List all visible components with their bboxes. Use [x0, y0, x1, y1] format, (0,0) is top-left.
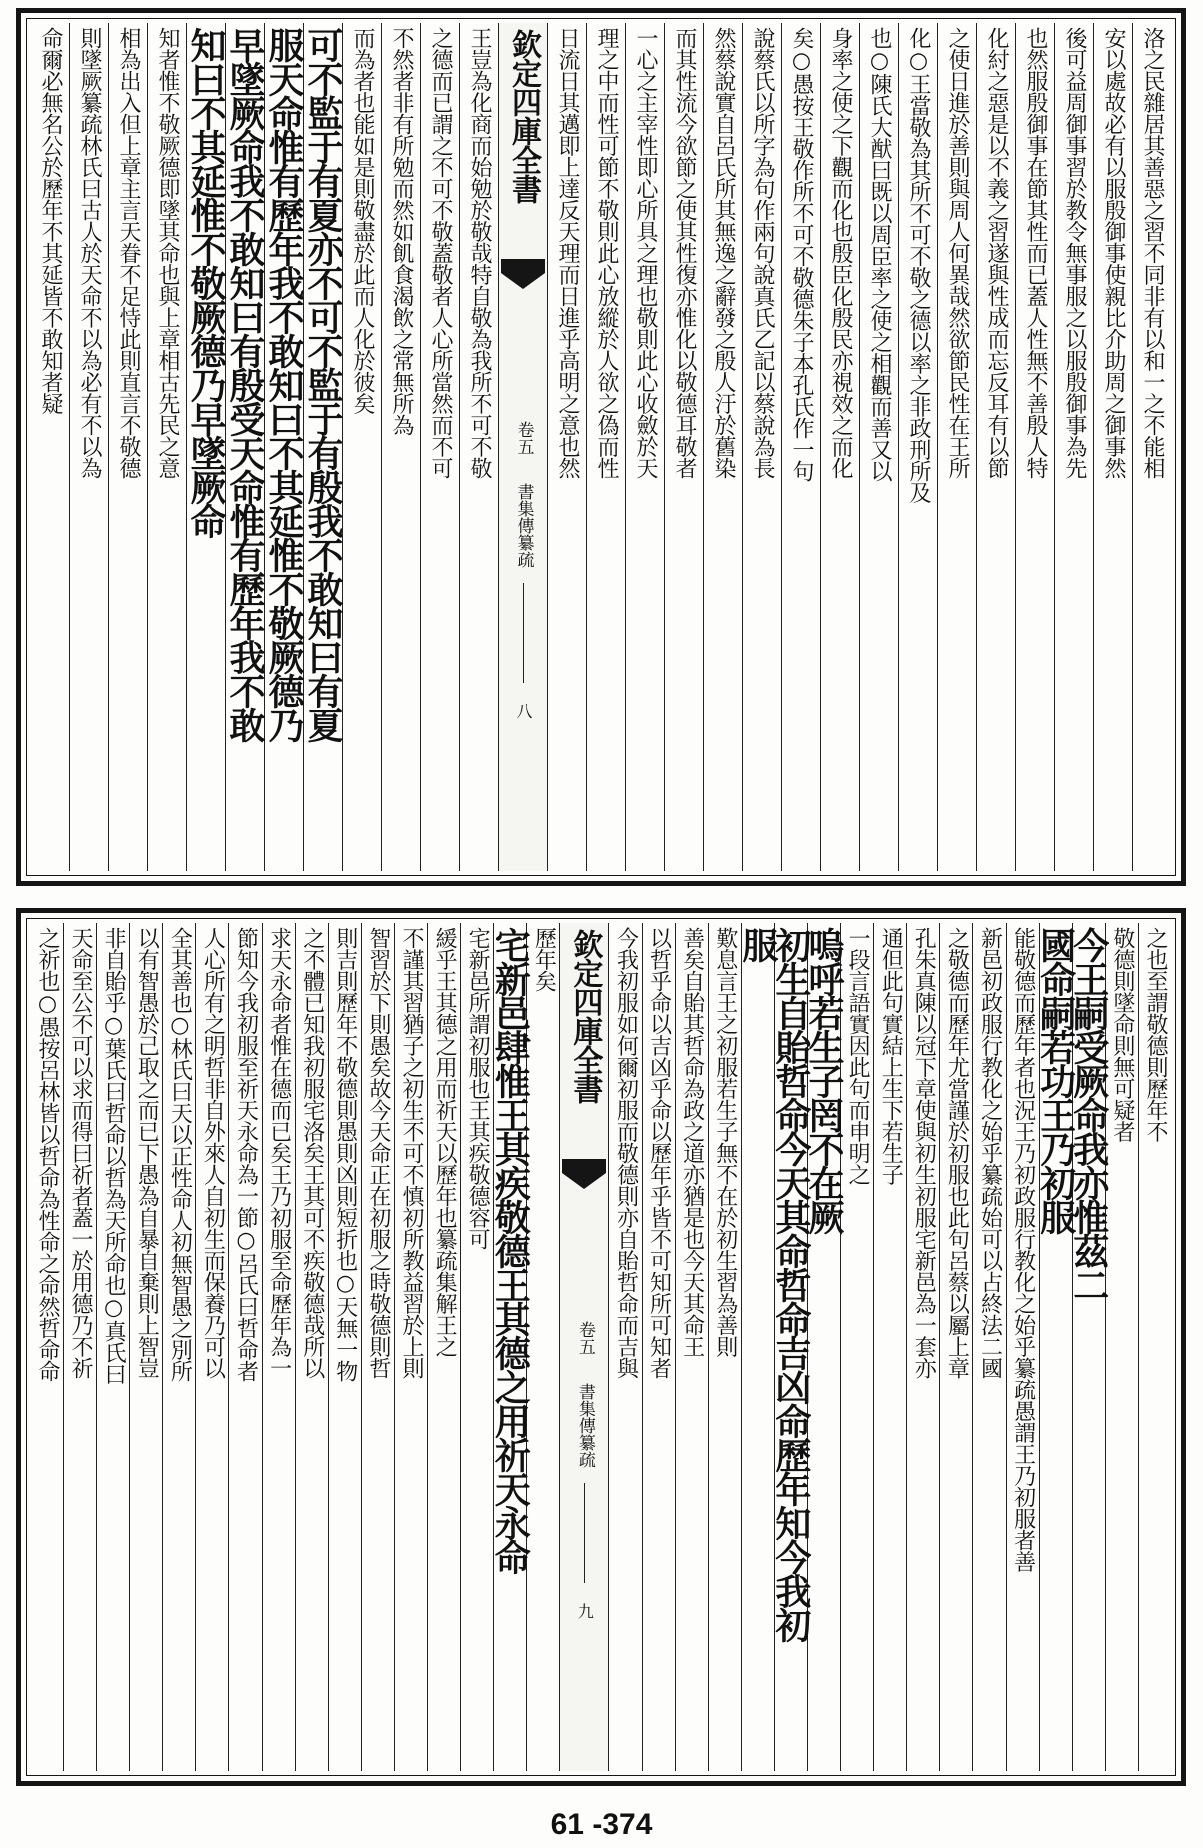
text-column-commentary [1015, 23, 1054, 871]
commentary-text: 一段言語實因此句而申明之 [845, 927, 871, 1185]
commentary-text: 善矣自貽其哲命為政之道亦猶是也今天其命王 [679, 927, 705, 1357]
commentary-text: 則吉則歷年不敬德則愚則凶則短折也○天無一物 [332, 927, 358, 1382]
commentary-text: 不然者非有所勉而然如飢食渴飲之常無所為 [389, 27, 414, 436]
upper-page-columns [31, 23, 1171, 871]
commentary-text: 宅新邑所謂初服也王其疾敬德容可 [465, 927, 491, 1250]
text-column-main [186, 23, 225, 871]
commentary-text: 能敬德而歷年者也況王乃初政服行教化之始乎纂疏愚謂王乃初服者善 [1010, 927, 1036, 1572]
text-column-commentary [625, 23, 664, 871]
commentary-text: 則墜厥纂疏林氏曰古人於天命不以為必有不以為 [77, 27, 102, 479]
commentary-text: 相為出入但上章主言天眷不足恃此則直言不敬德 [116, 27, 141, 479]
commentary-text: 緩乎王其德之用而祈天以歷年也纂疏集解王之 [432, 927, 458, 1357]
text-column-commentary [96, 923, 129, 1771]
text-column-commentary [459, 23, 498, 871]
upper-page [16, 8, 1186, 886]
classic-text: 宅新邑肆惟王其疾敬德王其德之用祈天永命 [489, 927, 532, 1573]
lower-page [16, 908, 1186, 1786]
text-column-commentary [781, 23, 820, 871]
commentary-text: 之也至謂敬德則歷年不 [1142, 927, 1168, 1142]
text-column-commentary [129, 923, 162, 1771]
text-column-commentary [262, 923, 295, 1771]
classic-text: 今王嗣受厥命我亦惟茲二 [1067, 927, 1110, 1301]
page-number: 61 -374 [550, 1808, 653, 1841]
classic-text: 服天命惟有歷年我不敢知曰不其延惟不敬厥德乃 [263, 27, 305, 741]
leaf-number: 八 [514, 703, 533, 719]
text-column-main [1067, 923, 1110, 1771]
commentary-text: 後可益周御事習於教令無事服之以服殷御事為先 [1062, 27, 1087, 479]
text-column-commentary [1006, 923, 1039, 1771]
commentary-text: 歎息言王之初服若生子無不在於初生習為善則 [712, 927, 738, 1357]
text-column-commentary [937, 23, 976, 871]
text-column-main [489, 923, 532, 1771]
text-column-commentary [295, 923, 328, 1771]
text-column-commentary [31, 923, 63, 1771]
commentary-text: 化紂之惡是以不義之習遂與性成而忘反耳有以節 [984, 27, 1009, 479]
commentary-text: 今我初服如何爾初服而敬德則亦自貽哲命而吉與 [613, 927, 639, 1379]
text-column-commentary [840, 923, 873, 1771]
text-column-main [1034, 923, 1077, 1771]
text-column-commentary [162, 923, 195, 1771]
book-subtitle: 書集傳纂疏 [513, 483, 534, 568]
classic-text: 知曰不其延惟不敬厥德乃早墜厥命 [185, 27, 227, 537]
commentary-text: 之不體已知我初服宅洛矣王其可不疾敬德哉所以 [299, 927, 325, 1379]
text-column-main [225, 23, 264, 871]
text-column-commentary [195, 923, 228, 1771]
commentary-text: 也然服殷御事在節其性而已蓋人性無不善殷人特 [1023, 27, 1048, 479]
text-column-commentary [972, 923, 1005, 1771]
classic-text: 初生自貽哲命今天其命哲命吉凶命歷年知今我初 [769, 927, 812, 1641]
commentary-text: 敬德則墜命則無可疑者 [1109, 927, 1135, 1142]
commentary-text: 歷年矣 [531, 927, 557, 992]
commentary-text: 命爾必無名公於歷年不其延皆不敢知者疑 [38, 27, 63, 414]
commentary-text: 安以處故必有以服殷御事使親比介助周之御事然 [1101, 27, 1126, 479]
commentary-text: 化○王當敬為其所不可不敬之德以率之非政刑所及 [906, 27, 931, 503]
text-column-commentary [547, 23, 586, 871]
text-column-commentary [361, 923, 394, 1771]
classic-text: 服 [736, 927, 779, 961]
volume-label: 卷五 [513, 421, 534, 455]
commentary-text: 王豈為化商而始勉於敬哉特自敬為我所不可不敬 [467, 27, 492, 479]
text-column-commentary [63, 923, 96, 1771]
text-column-commentary [742, 23, 781, 871]
commentary-text: 然蔡說實自呂氏所其無逸之辭發之殷人汙於舊染 [711, 27, 736, 479]
commentary-text: 通但此句實結上生下若生子 [878, 927, 904, 1185]
text-column-commentary [906, 923, 939, 1771]
commentary-text: 新邑初政服行教化之始乎纂疏始可以占終法二國 [977, 927, 1003, 1379]
commentary-text: 而為者也能如是則敬盡於此而人化於彼矣 [350, 27, 375, 414]
text-column-commentary [820, 23, 859, 871]
text-column-commentary [1138, 923, 1171, 1771]
text-column-commentary [69, 23, 108, 871]
volume-label: 卷五 [574, 1321, 595, 1355]
text-column-commentary [460, 923, 493, 1771]
text-column-commentary [898, 23, 937, 871]
margin-rule [523, 583, 524, 683]
text-column-commentary [608, 923, 641, 1771]
text-column-commentary [342, 23, 381, 871]
classic-text: 國命嗣若功王乃初服 [1034, 927, 1077, 1233]
text-column-commentary [328, 923, 361, 1771]
text-column-commentary [1132, 23, 1171, 871]
commentary-text: 之使日進於善則與周人何異哉然欲節民性在王所 [945, 27, 970, 479]
text-column-commentary [642, 923, 675, 1771]
text-column-commentary [708, 923, 741, 1771]
commentary-text: 人心所有之明哲非自外來人自初生而保養乃可以 [200, 927, 226, 1379]
commentary-text: 天命至公不可以求而得曰祈者蓋一於用德乃不祈 [68, 927, 94, 1379]
text-column-commentary [31, 23, 69, 871]
commentary-text: 一心之主宰性即心所具之理也敬則此心收斂於天 [633, 27, 658, 479]
text-column-commentary [108, 23, 147, 871]
text-column-commentary [675, 923, 708, 1771]
commentary-text: 以有智愚於己取之而已下愚為自暴自棄則上智豈 [134, 927, 160, 1379]
lower-page-columns [31, 923, 1171, 1771]
book-title: 欽定四庫全書 [567, 929, 603, 1103]
text-column-commentary [228, 923, 261, 1771]
book-title: 欽定四庫全書 [506, 29, 541, 203]
text-column-commentary [381, 23, 420, 871]
text-column-commentary [664, 23, 703, 871]
text-column-commentary [976, 23, 1015, 871]
commentary-text: 節知今我初服至祈天永命為一節○呂氏曰哲命者 [233, 927, 259, 1382]
text-column-main [769, 923, 812, 1771]
commentary-text: 說蔡氏以所字為句作兩句說真氏乙記以蔡說為長 [750, 27, 775, 479]
text-column-commentary [873, 923, 906, 1771]
commentary-text: 求天永命者惟在德而已矣王乃初服至命歷年為一 [266, 927, 292, 1379]
commentary-text: 之祈也○愚按呂林皆以哲命為性命之命然哲命命 [34, 927, 60, 1382]
commentary-text: 而其性流今欲節之使其性復亦惟化以敬德耳敬者 [672, 27, 697, 479]
commentary-text: 矣○愚按王敬作所不可不敬德朱子本孔氏作一句 [789, 27, 814, 482]
text-column-commentary [1054, 23, 1093, 871]
text-column-commentary [703, 23, 742, 871]
commentary-text: 非自貽乎○葉氏曰哲命以哲為天所命也○真氏曰 [101, 927, 127, 1385]
book-subtitle: 書集傳纂疏 [574, 1383, 595, 1468]
text-column-commentary [147, 23, 186, 871]
text-column-commentary [586, 23, 625, 871]
commentary-text: 以哲乎命以吉凶乎命以歷年乎皆不可知所可知者 [646, 927, 672, 1379]
commentary-text: 身率之使之下觀而化也殷臣化殷民亦視效之而化 [828, 27, 853, 479]
fishtail-ornament-icon [562, 1159, 606, 1203]
leaf-number: 九 [575, 1603, 595, 1619]
center-margin-column [498, 23, 547, 871]
commentary-text: 全其善也○林氏曰天以正性命人初無智愚之別所 [167, 927, 193, 1382]
commentary-text: 日流日其邁即上達反天理而日進乎高明之意也然 [555, 27, 580, 479]
text-column-main [736, 923, 779, 1771]
commentary-text: 也○陳氏大猷曰既以周臣率之使之相觀而善又以 [867, 27, 892, 482]
text-column-commentary [427, 923, 460, 1771]
commentary-text: 洛之民雜居其善惡之習不同非有以和一之不能相 [1140, 27, 1165, 479]
text-column-main [303, 23, 342, 871]
text-column-commentary [1093, 23, 1132, 871]
text-column-main [803, 923, 846, 1771]
commentary-text: 之德而已謂之不可不敬蓋敬者人心所當然而不可 [428, 27, 453, 479]
commentary-text: 理之中而性可節不敬則此心放縱於人欲之偽而性 [594, 27, 619, 479]
commentary-text: 知者惟不敬厥德即墜其命也與上章相古先民之意 [155, 27, 180, 479]
classic-text: 可不監于有夏亦不可不監于有殷我不敢知曰有夏 [302, 27, 344, 741]
text-column-commentary [939, 923, 972, 1771]
classic-text: 嗚呼若生子罔不在厥 [803, 927, 846, 1233]
commentary-text: 不謹其習猶子之初生不可不慎初所教益習於上則 [398, 927, 424, 1379]
fishtail-ornament-icon [501, 259, 545, 303]
text-column-main [264, 23, 303, 871]
commentary-text: 智習於下則愚矣故今天命正在初服之時敬德則哲 [365, 927, 391, 1379]
text-column-commentary [420, 23, 459, 871]
commentary-text: 之敬德而歷年尤當謹於初服也此句呂蔡以屬上章 [944, 927, 970, 1379]
text-column-commentary [859, 23, 898, 871]
margin-rule [584, 1483, 585, 1583]
classic-text: 早墜厥命我不敢知曰有殷受天命惟有歷年我不敢 [224, 27, 266, 741]
text-column-commentary [394, 923, 427, 1771]
commentary-text: 孔朱真陳以冠下章使與初生初服宅新邑為一套亦 [911, 927, 937, 1379]
center-margin-column [559, 923, 608, 1771]
text-column-commentary [526, 923, 559, 1771]
text-column-commentary [1105, 923, 1138, 1771]
